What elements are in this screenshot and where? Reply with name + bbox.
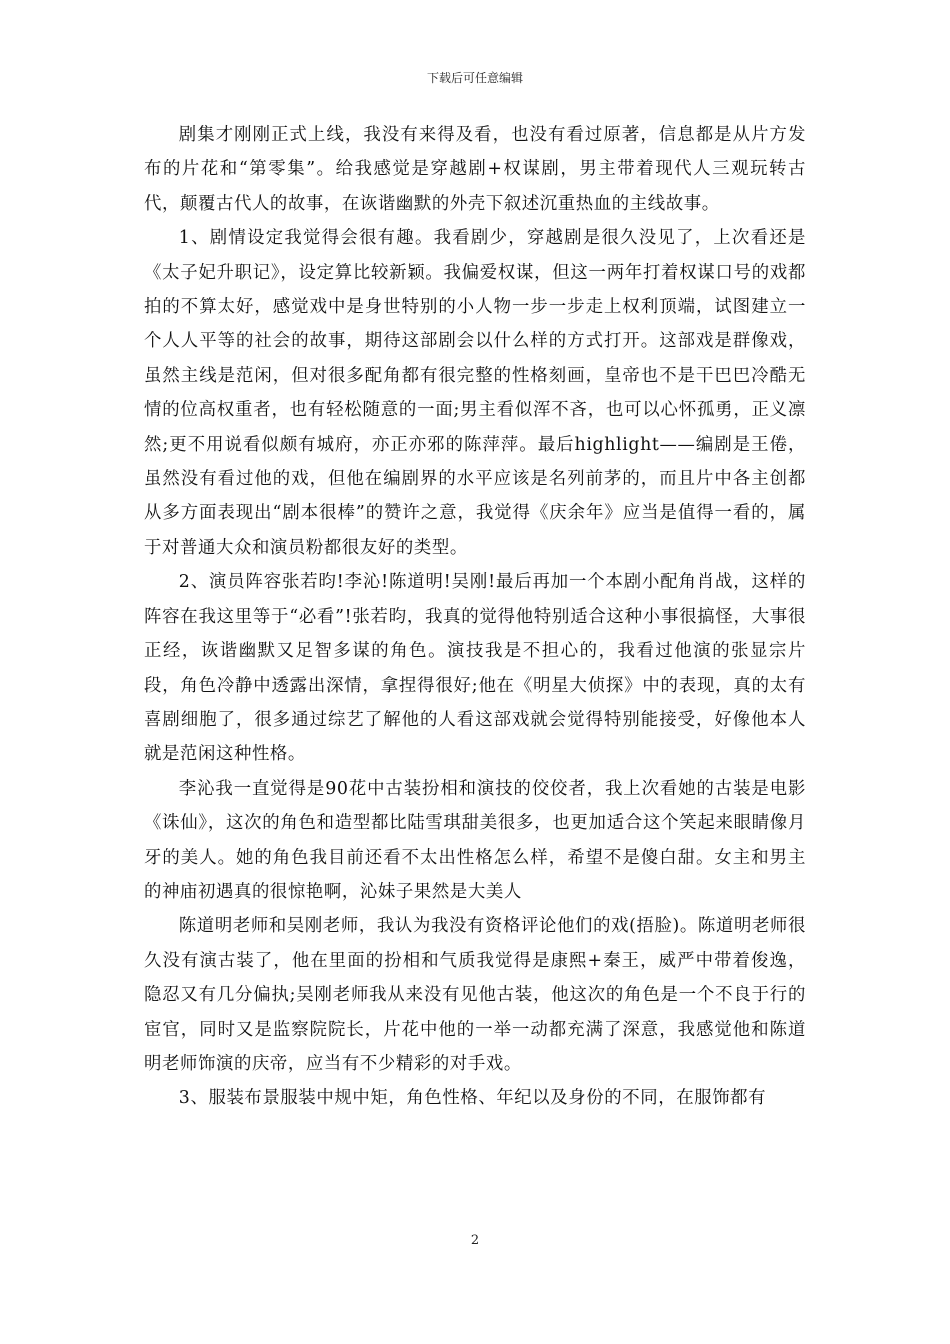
paragraph-intro: 剧集才刚刚正式上线，我没有来得及看，也没有看过原著，信息都是从片方发布的片花和“第零集”。给我感觉是穿越剧+权谋剧，男主带着现代人三观玩转古代，颠覆古代人的故事，在诙谐幽默的外壳下叙述沉重热血的主线故事。 [144,125,806,214]
paragraph-cast: 2、演员阵容张若昀!李沁!陈道明!吴刚!最后再加一个本剧小配角肖战，这样的阵容在我这里等于“必看”!张若昀，我真的觉得他特别适合这种小事很搞怪，大事很正经，诙谐幽默又足智多谋的角色。演技我是不担心的，我看过他演的张显宗片段，角色冷静中透露出深情，拿捏得很好;他在《明星大侦探》中的表现，真的太有喜剧细胞了，很多通过综艺了解他的人看这部戏就会觉得特别能接受，好像他本人就是范闲这种性格。 [144,572,806,765]
paragraph-senior-actors: 陈道明老师和吴刚老师，我认为我没有资格评论他们的戏(捂脸)。陈道明老师很久没有演古装了，他在里面的扮相和气质我觉得是康熙+秦王，威严中带着俊逸，隐忍又有几分偏执;吴刚老师我从来没有见他古装，他这次的角色是一个不良于行的宦官，同时又是监察院院长，片花中他的一举一动都充满了深意，我感觉他和陈道明老师饰演的庆帝，应当有不少精彩的对手戏。 [144,916,806,1074]
paragraph-costume: 3、服装布景服装中规中矩，角色性格、年纪以及身份的不同，在服饰都有 [178,1088,767,1109]
paragraph-plot: 1、剧情设定我觉得会很有趣。我看剧少，穿越剧是很久没见了，上次看还是《太子妃升职记》，设定算比较新颖。我偏爱权谋，但这一两年打着权谋口号的戏都拍的不算太好，感觉戏中是身世特别的小人物一步一步走上权利顶端，试图建立一个人人平等的社会的故事，期待这部剧会以什么样的方式打开。这部戏是群像戏，虽然主线是范闲，但对很多配角都有很完整的性格刻画，皇帝也不是干巴巴冷酷无情的位高权重者，也有轻松随意的一面;男主看似浑不吝，也可以心怀孤勇，正义凛然;更不用说看似颇有城府，亦正亦邪的陈萍萍。最后highlight——编剧是王倦，虽然没有看过他的戏，但他在编剧界的水平应该是名列前茅的，而且片中各主创都从多方面表现出“剧本很棒”的赞许之意，我觉得《庆余年》应当是值得一看的，属于对普通大众和演员粉都很友好的类型。 [144,228,806,558]
paragraph-li-qin: 李沁我一直觉得是90花中古装扮相和演技的佼佼者，我上次看她的古装是电影《诛仙》，这次的角色和造型都比陆雪琪甜美很多，也更加适合这个笑起来眼睛像月牙的美人。她的角色我目前还看不太出性格怎么样，希望不是傻白甜。女主和男主的神庙初遇真的很惊艳啊，沁妹子果然是大美人 [144,778,806,902]
page-header: 下载后可任意编辑 [426,71,523,85]
page-number: 2 [470,1233,480,1248]
document-body [144,118,806,1116]
